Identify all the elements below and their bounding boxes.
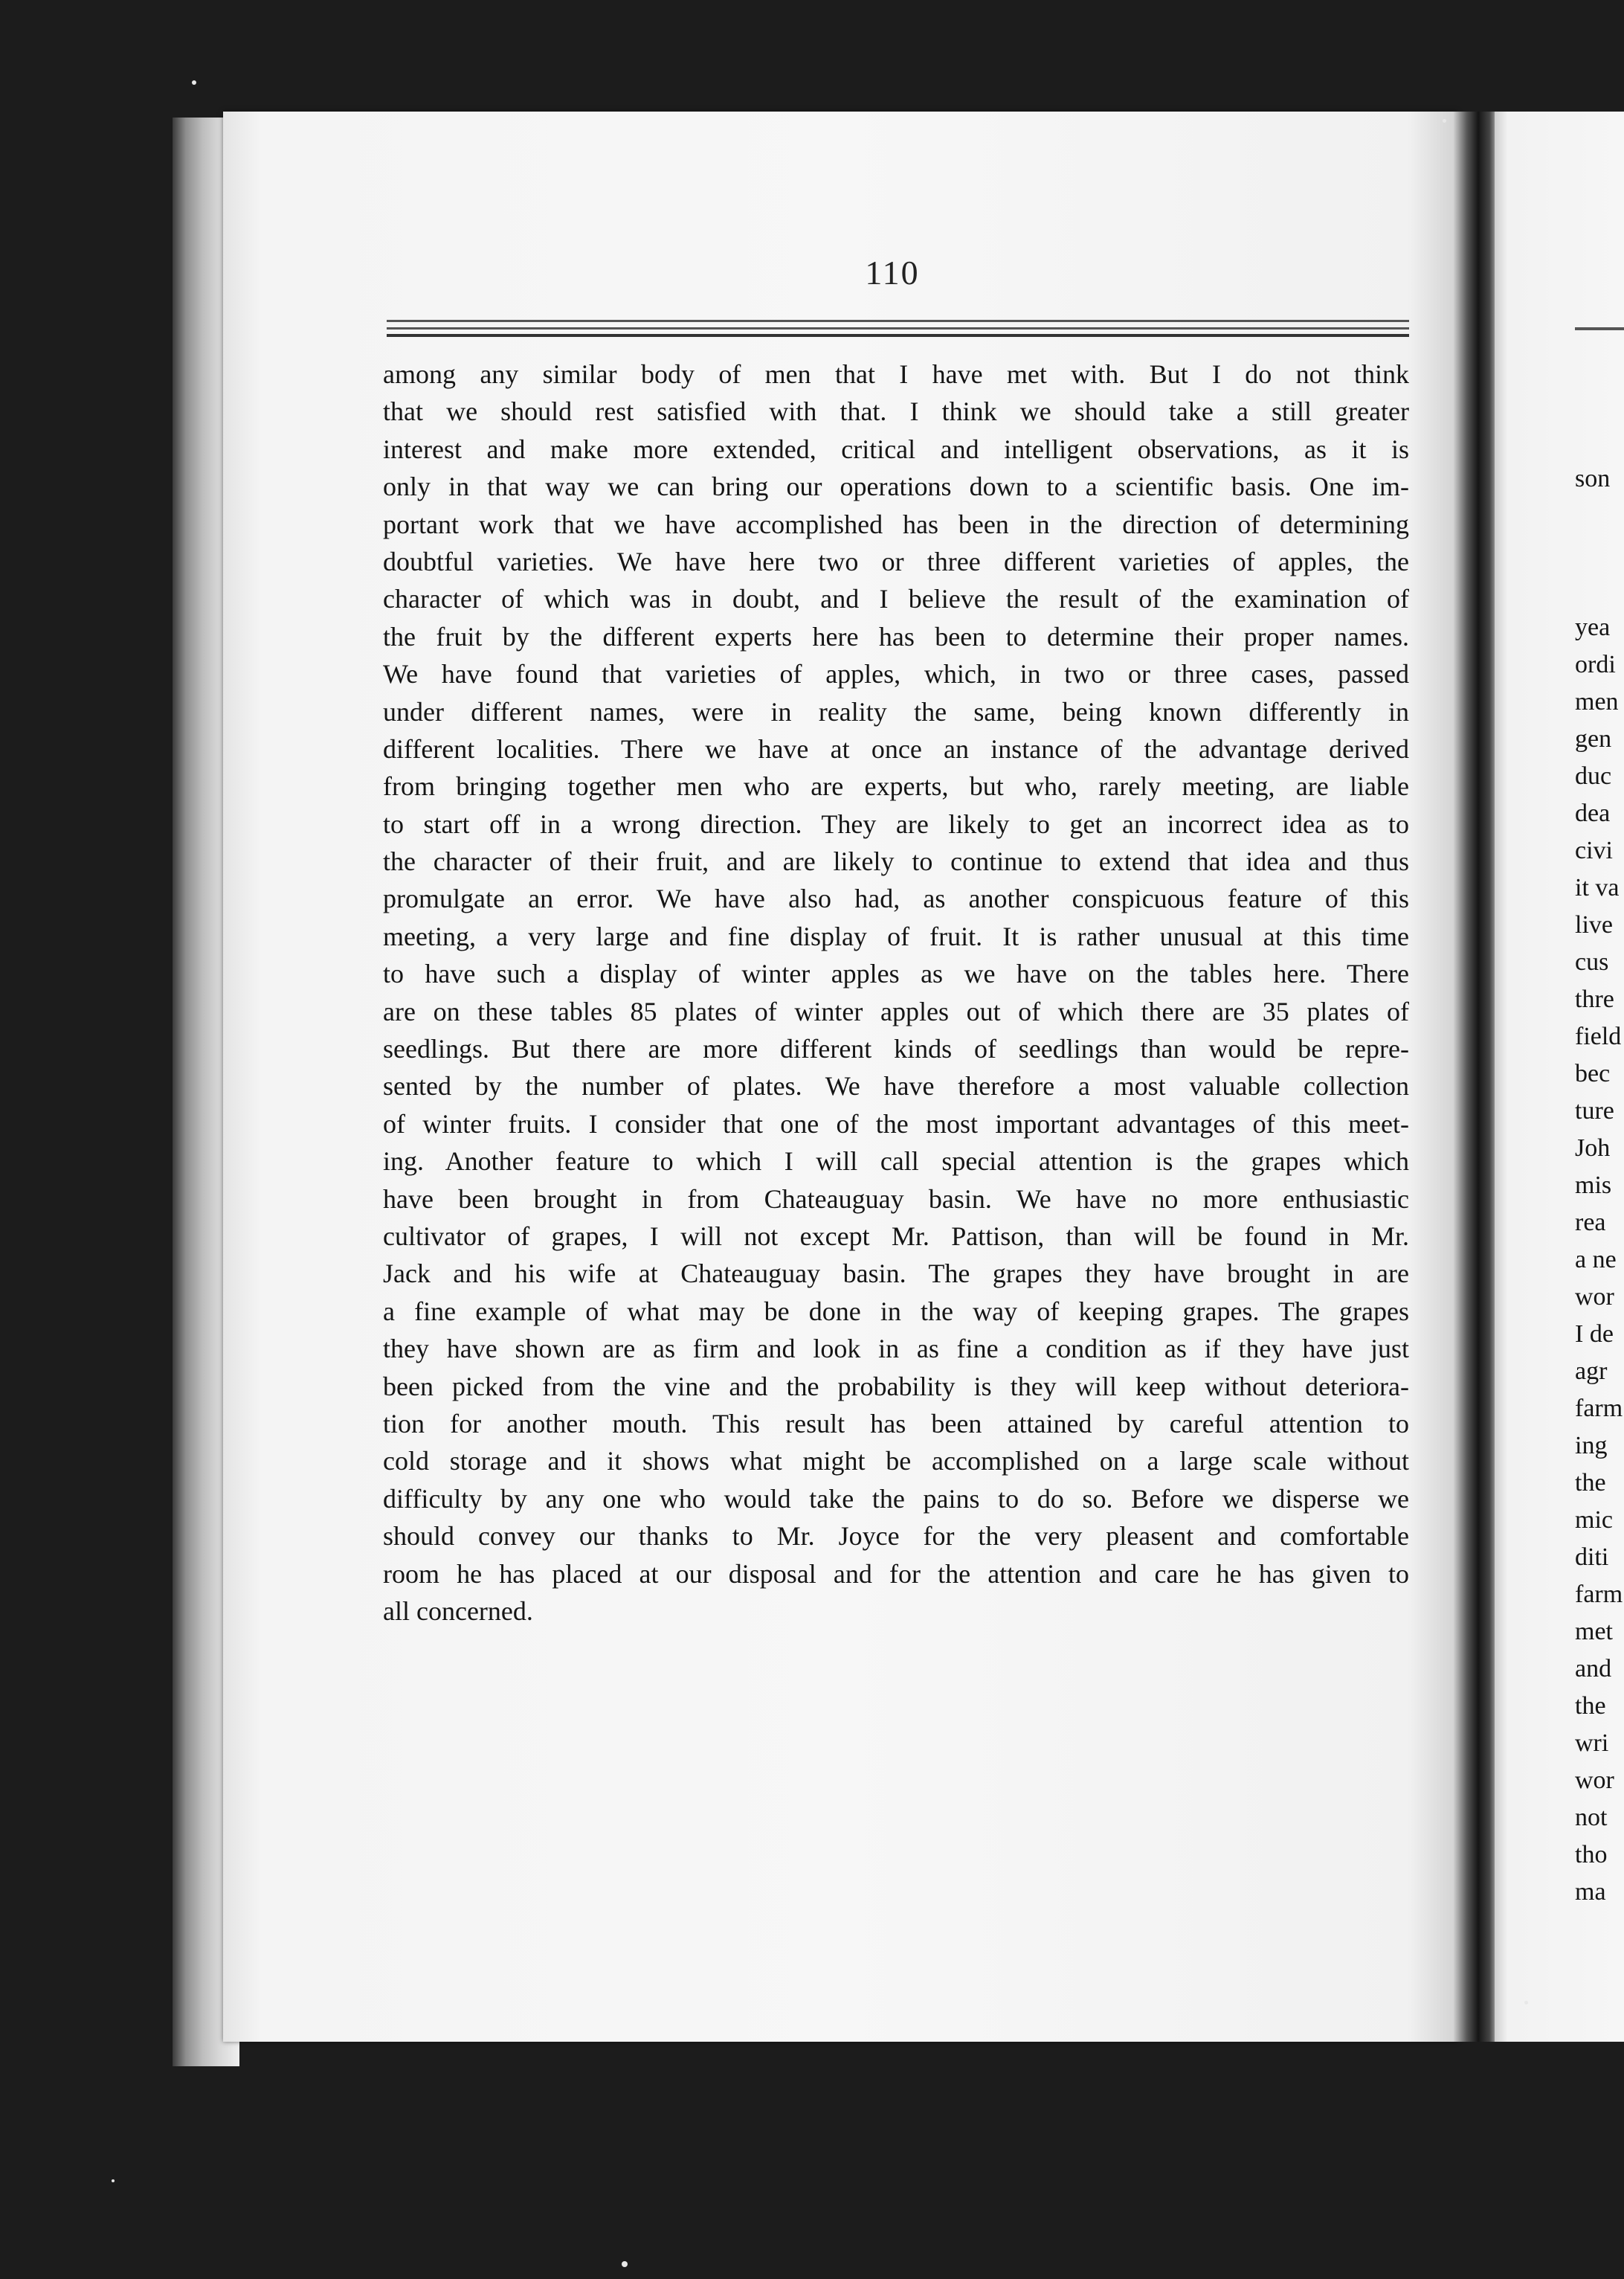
header-rule: [387, 327, 1409, 330]
text-line: different localities. There we have at once an instance of the advantage derived: [383, 733, 1409, 764]
facing-page-fragment: field: [1575, 1023, 1622, 1050]
facing-page-fragment: bec: [1575, 1060, 1611, 1087]
text-line: to start off in a wrong direction. They are likely to get an incorrect idea as to: [383, 809, 1409, 839]
facing-page-fragment: ordi: [1575, 651, 1616, 678]
text-line: to have such a display of winter apples as we have on the tables here. There: [383, 959, 1409, 989]
text-line: they have shown are as firm and look in as fine a condition as if they have just: [383, 1334, 1409, 1364]
text-line: a fine example of what may be done in the way of keeping grapes. The grapes: [383, 1296, 1409, 1326]
facing-page-fragment: ma: [1575, 1878, 1606, 1906]
text-line: tion for another mouth. This result has been attained by careful attention to: [383, 1408, 1409, 1439]
facing-page-text-fragments: [1575, 0, 1624, 2279]
facing-page-fragment: the: [1575, 1469, 1606, 1497]
facing-page-fragment: dea: [1575, 800, 1611, 827]
text-line: of winter fruits. I consider that one of the most important advantages of this meet-: [383, 1108, 1409, 1139]
text-line: that we should rest satisfied with that. I think we should take a still greater: [383, 396, 1409, 427]
facing-page-fragment: tho: [1575, 1841, 1608, 1868]
facing-page-fragment: civi: [1575, 837, 1613, 864]
facing-page-fragment: met: [1575, 1618, 1613, 1645]
text-line: the fruit by the different experts here has been to determine their proper names.: [383, 621, 1409, 652]
text-line: Jack and his wife at Chateauguay basin. The grapes they have brought in are: [383, 1259, 1409, 1289]
facing-page-fragment: mis: [1575, 1171, 1612, 1199]
text-line: under different names, were in reality the same, being known differently in: [383, 696, 1409, 727]
facing-page-fragment: rea: [1575, 1209, 1606, 1236]
facing-page-fragment: wor: [1575, 1283, 1614, 1311]
facing-page-fragment: agr: [1575, 1357, 1608, 1385]
facing-page-fragment: farm: [1575, 1395, 1623, 1422]
text-line: portant work that we have accomplished has been in the direction of determining: [383, 509, 1409, 539]
scan-speck: [192, 80, 196, 85]
facing-page-fragment: live: [1575, 911, 1613, 939]
scan-speck: [112, 2179, 115, 2182]
facing-page-fragment: the: [1575, 1692, 1606, 1720]
page-number: 110: [865, 254, 920, 292]
text-line: difficulty by any one who would take the pains to do so. Before we disperse we: [383, 1483, 1409, 1514]
facing-page-fragment: duc: [1575, 762, 1612, 790]
text-line: We have found that varieties of apples, which, in two or three cases, passed: [383, 659, 1409, 690]
text-line: all concerned.: [383, 1595, 533, 1626]
text-line: ing. Another feature to which I will call special attention is the grapes which: [383, 1146, 1409, 1177]
text-line: only in that way we can bring our operations down to a scientific basis. One im-: [383, 472, 1409, 502]
facing-page-fragment: cus: [1575, 948, 1609, 976]
text-line: seedlings. But there are more different kinds of seedlings than would be repre-: [383, 1034, 1409, 1064]
facing-page-fragment: I de: [1575, 1320, 1614, 1348]
facing-page-fragment: gen: [1575, 725, 1612, 753]
facing-page-fragment: mic: [1575, 1506, 1613, 1534]
text-line: cold storage and it shows what might be accomplished on a large scale without: [383, 1446, 1409, 1476]
header-rule: [387, 334, 1409, 337]
facing-page-fragment: yea: [1575, 614, 1611, 641]
facing-page-fragment: it va: [1575, 874, 1620, 901]
text-line: should convey our thanks to Mr. Joyce for the very pleasent and comfortable: [383, 1521, 1409, 1552]
text-line: character of which was in doubt, and I believe the result of the examination of: [383, 584, 1409, 614]
facing-page-fragment: son: [1575, 465, 1611, 492]
facing-page-fragment: thre: [1575, 986, 1614, 1013]
facing-page-fragment: ture: [1575, 1097, 1614, 1125]
scan-speck: [1443, 119, 1446, 123]
header-rule: [387, 320, 1409, 322]
text-line: the character of their fruit, and are likely to continue to extend that idea and thus: [383, 846, 1409, 877]
text-line: among any similar body of men that I have met with. But I do not think: [383, 359, 1409, 389]
facing-page-fragment: men: [1575, 688, 1619, 716]
facing-page-fragment: diti: [1575, 1543, 1609, 1571]
text-line: promulgate an error. We have also had, as another conspicuous feature of this: [383, 884, 1409, 914]
body-text: [383, 356, 1409, 1630]
facing-page-fragment: Joh: [1575, 1134, 1611, 1162]
text-line: interest and make more extended, critical and intelligent observations, as it is: [383, 434, 1409, 464]
scan-speck: [622, 2261, 628, 2267]
facing-page-fragment: and: [1575, 1655, 1612, 1682]
facing-page-fragment: wor: [1575, 1767, 1614, 1794]
scan-speck: [1524, 2001, 1528, 2005]
facing-page-fragment: farm: [1575, 1581, 1623, 1608]
text-line: meeting, a very large and fine display of fruit. It is rather unusual at this time: [383, 921, 1409, 951]
facing-page-fragment: wri: [1575, 1729, 1609, 1757]
text-line: been picked from the vine and the probability is they will keep without deteriora-: [383, 1371, 1409, 1401]
text-line: doubtful varieties. We have here two or three different varieties of apples, the: [383, 546, 1409, 576]
facing-page-fragment: not: [1575, 1804, 1608, 1831]
text-line: are on these tables 85 plates of winter apples out of which there are 35 plates of: [383, 996, 1409, 1026]
text-line: from bringing together men who are experts, but who, rarely meeting, are liable: [383, 771, 1409, 802]
text-line: sented by the number of plates. We have therefore a most valuable collection: [383, 1071, 1409, 1102]
text-line: have been brought in from Chateauguay basin. We have no more enthusiastic: [383, 1183, 1409, 1214]
facing-page-fragment: ing: [1575, 1432, 1608, 1459]
book-gutter: [1454, 112, 1498, 2042]
text-line: cultivator of grapes, I will not except Mr. Pattison, than will be found in Mr.: [383, 1221, 1409, 1251]
facing-page-fragment: a ne: [1575, 1246, 1617, 1273]
text-line: room he has placed at our disposal and for the attention and care he has given to: [383, 1558, 1409, 1589]
